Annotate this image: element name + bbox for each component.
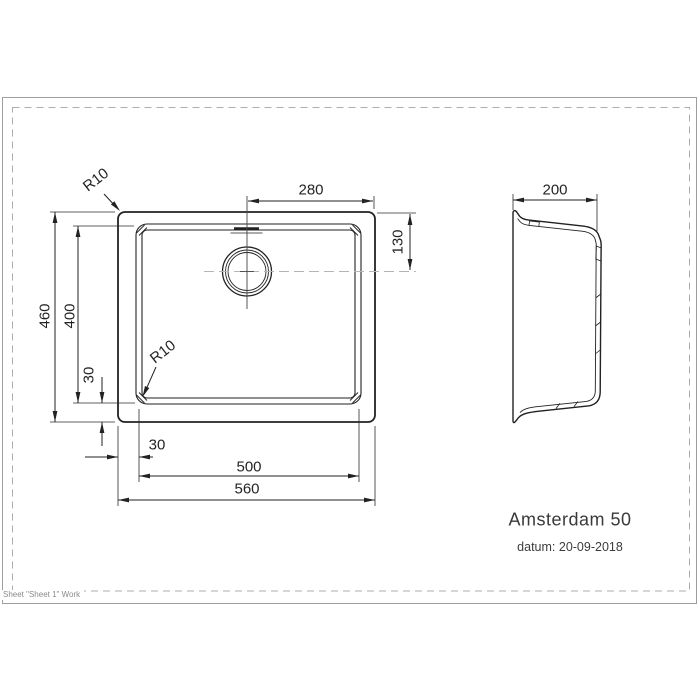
dim-label-30-left: 30: [80, 366, 98, 384]
overflow-slot: [231, 229, 263, 234]
dim-label-30-bottom: 30: [148, 436, 166, 454]
product-name: Amsterdam 50: [508, 509, 632, 530]
side-view-profile: [513, 211, 601, 423]
dim-label-560: 560: [234, 480, 260, 498]
dim-label-280: 280: [298, 181, 324, 199]
mounting-clip-details: [529, 221, 601, 409]
radius-label-bowl: R10: [146, 336, 180, 368]
bowl-corner-chamfers: [137, 225, 361, 403]
dim-label-500: 500: [236, 458, 262, 476]
dim-label-400: 400: [61, 303, 79, 329]
dim-label-130: 130: [389, 229, 407, 255]
extension-lines: [50, 194, 597, 506]
top-view-sink-outline: [118, 212, 375, 422]
radius-label-outer: R10: [79, 164, 113, 196]
dimension-arrowheads: [53, 198, 597, 503]
dim-label-200: 200: [542, 181, 568, 199]
date-label: datum: 20-09-2018: [517, 540, 623, 554]
sheet-label: Sheet "Sheet 1" Work: [2, 590, 84, 600]
dim-label-460: 460: [36, 303, 54, 329]
